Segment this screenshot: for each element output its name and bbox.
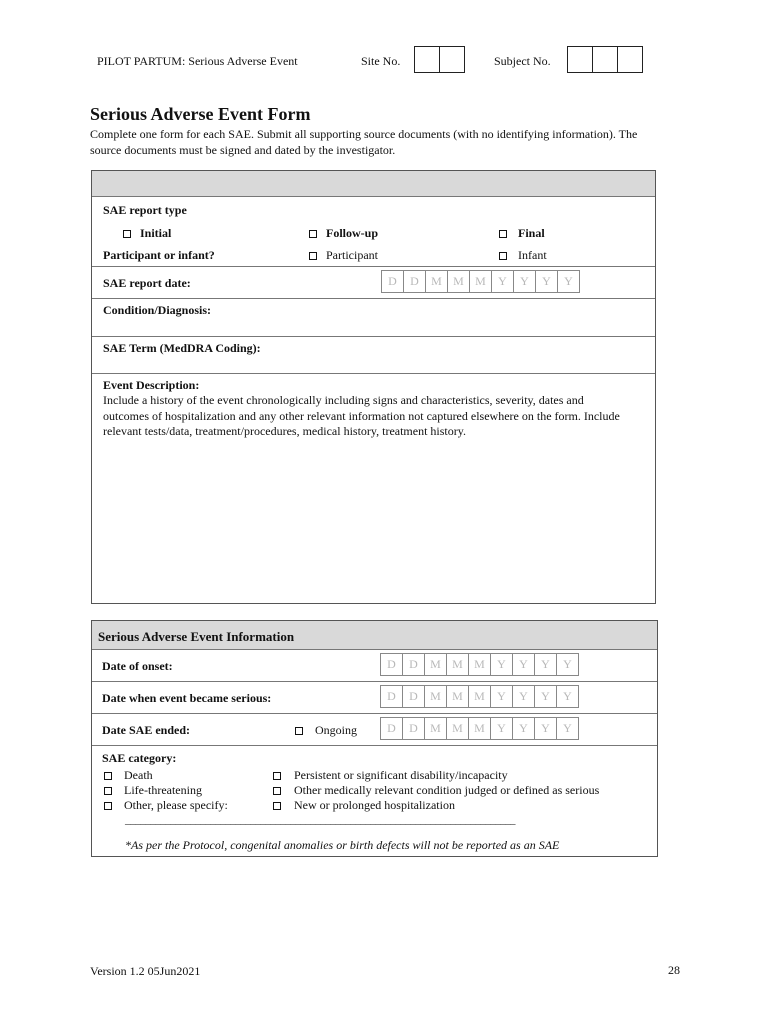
date-cell[interactable]: Y — [490, 653, 513, 676]
date-cell[interactable]: M — [424, 685, 447, 708]
participant-infant-label: Participant or infant? — [103, 248, 215, 262]
date-cell[interactable]: Y — [512, 685, 535, 708]
date-cell[interactable]: Y — [534, 685, 557, 708]
report-date-label: SAE report date: — [103, 276, 191, 290]
onset-date-label: Date of onset: — [102, 659, 173, 673]
date-cell[interactable]: D — [380, 685, 403, 708]
date-cell[interactable]: M — [469, 270, 492, 293]
serious-date-input[interactable] — [381, 685, 579, 708]
date-cell[interactable]: Y — [491, 270, 514, 293]
form-intro-line2: source documents must be signed and dated by the investigator. — [90, 143, 396, 157]
option-infant-label: Infant — [518, 248, 547, 262]
date-cell[interactable]: D — [381, 270, 404, 293]
version-footer: Version 1.2 05Jun2021 — [90, 964, 201, 978]
option-followup[interactable] — [309, 226, 378, 241]
site-number-boxes[interactable] — [415, 46, 465, 73]
site-box[interactable] — [439, 46, 465, 73]
checkbox-persistent[interactable] — [273, 772, 281, 780]
subject-box[interactable] — [592, 46, 618, 73]
category-death-label: Death — [124, 768, 153, 782]
event-description-line2: outcomes of hospitalization and any other relevant information not captured elsewhere on the form. Include — [103, 409, 620, 423]
option-ongoing[interactable] — [295, 723, 357, 738]
date-cell[interactable]: M — [446, 685, 469, 708]
date-cell[interactable]: D — [402, 685, 425, 708]
date-cell[interactable]: M — [425, 270, 448, 293]
option-initial[interactable] — [123, 226, 171, 241]
subject-box[interactable] — [617, 46, 643, 73]
date-cell[interactable]: Y — [557, 270, 580, 293]
checkbox-hospitalization[interactable] — [273, 802, 281, 810]
serious-date-label: Date when event became serious: — [102, 691, 272, 705]
option-initial-label: Initial — [140, 226, 172, 240]
date-cell[interactable]: D — [402, 717, 425, 740]
report-date-input[interactable] — [382, 270, 580, 293]
category-life-threatening[interactable] — [104, 783, 202, 798]
category-life-label: Life-threatening — [124, 783, 202, 797]
option-followup-label: Follow-up — [326, 226, 379, 240]
category-hospitalization-label: New or prolonged hospitalization — [294, 798, 455, 812]
event-description-line3: relevant tests/data, treatment/procedures, medical history, treatment history. — [103, 424, 466, 438]
date-cell[interactable]: Y — [490, 717, 513, 740]
sae-report-section — [91, 170, 656, 604]
checkbox-ongoing[interactable] — [295, 727, 303, 735]
ongoing-label: Ongoing — [315, 723, 357, 737]
event-description-label: Event Description: — [103, 378, 200, 392]
category-death[interactable] — [104, 768, 153, 783]
category-other-label: Other, please specify: — [124, 798, 228, 812]
ended-date-label: Date SAE ended: — [102, 723, 191, 737]
date-cell[interactable]: D — [380, 717, 403, 740]
category-persistent-label: Persistent or significant disability/incapacity — [294, 768, 508, 782]
onset-date-input[interactable] — [381, 653, 579, 676]
date-cell[interactable]: D — [402, 653, 425, 676]
checkbox-participant[interactable] — [309, 252, 317, 260]
date-cell[interactable]: Y — [512, 717, 535, 740]
date-cell[interactable]: Y — [535, 270, 558, 293]
form-title: Serious Adverse Event Form — [90, 104, 311, 124]
date-cell[interactable]: Y — [490, 685, 513, 708]
form-intro-line1: Complete one form for each SAE. Submit all supporting source documents (with no identifying information). The — [90, 127, 638, 141]
checkbox-medically-relevant[interactable] — [273, 787, 281, 795]
specify-line[interactable]: ______________________________________________________________________________ — [125, 814, 515, 826]
category-persistent[interactable] — [273, 768, 508, 783]
date-cell[interactable]: M — [468, 685, 491, 708]
date-cell[interactable]: D — [403, 270, 426, 293]
sae-info-title: Serious Adverse Event Information — [98, 629, 295, 644]
date-cell[interactable]: M — [447, 270, 470, 293]
date-cell[interactable]: M — [424, 653, 447, 676]
option-final[interactable] — [499, 226, 545, 241]
date-cell[interactable]: Y — [513, 270, 536, 293]
option-infant[interactable] — [499, 248, 547, 263]
protocol-footnote: *As per the Protocol, congenital anomalies or birth defects will not be reported as an SAE — [125, 838, 560, 852]
date-cell[interactable]: M — [468, 717, 491, 740]
option-participant-label: Participant — [326, 248, 378, 262]
report-type-label: SAE report type — [103, 203, 187, 217]
category-medically-relevant[interactable] — [273, 783, 599, 798]
date-cell[interactable]: Y — [534, 717, 557, 740]
study-header: PILOT PARTUM: Serious Adverse Event — [97, 54, 298, 68]
date-cell[interactable]: Y — [534, 653, 557, 676]
checkbox-final[interactable] — [499, 230, 507, 238]
option-participant[interactable] — [309, 248, 378, 263]
date-cell[interactable]: M — [424, 717, 447, 740]
date-cell[interactable]: Y — [512, 653, 535, 676]
checkbox-other[interactable] — [104, 802, 112, 810]
checkbox-followup[interactable] — [309, 230, 317, 238]
sae-category-label: SAE category: — [102, 751, 177, 765]
option-final-label: Final — [518, 226, 545, 240]
category-medically-label: Other medically relevant condition judged or defined as serious — [294, 783, 600, 797]
category-hospitalization[interactable] — [273, 798, 455, 813]
checkbox-life-threatening[interactable] — [104, 787, 112, 795]
subject-number-boxes[interactable] — [568, 46, 643, 73]
date-cell[interactable]: M — [468, 653, 491, 676]
checkbox-death[interactable] — [104, 772, 112, 780]
site-label: Site No. — [361, 54, 401, 68]
date-cell[interactable]: Y — [556, 717, 579, 740]
checkbox-infant[interactable] — [499, 252, 507, 260]
sae-term-label: SAE Term (MedDRA Coding): — [103, 341, 261, 355]
event-description-area[interactable] — [96, 441, 651, 599]
checkbox-initial[interactable] — [123, 230, 131, 238]
category-other[interactable] — [104, 798, 228, 813]
sae-information-section — [91, 620, 658, 857]
date-cell[interactable]: Y — [556, 653, 579, 676]
date-cell[interactable]: D — [380, 653, 403, 676]
date-cell[interactable]: M — [446, 653, 469, 676]
event-description-line1: Include a history of the event chronologically including signs and characteristics, severity, dates and — [103, 393, 584, 407]
subject-box[interactable] — [567, 46, 593, 73]
condition-label: Condition/Diagnosis: — [103, 303, 212, 317]
page-number: 28 — [668, 963, 680, 977]
subject-label: Subject No. — [494, 54, 551, 68]
site-box[interactable] — [414, 46, 440, 73]
date-cell[interactable]: Y — [556, 685, 579, 708]
section-header-bar — [92, 171, 655, 196]
date-cell[interactable]: M — [446, 717, 469, 740]
ended-date-input[interactable] — [381, 717, 579, 740]
